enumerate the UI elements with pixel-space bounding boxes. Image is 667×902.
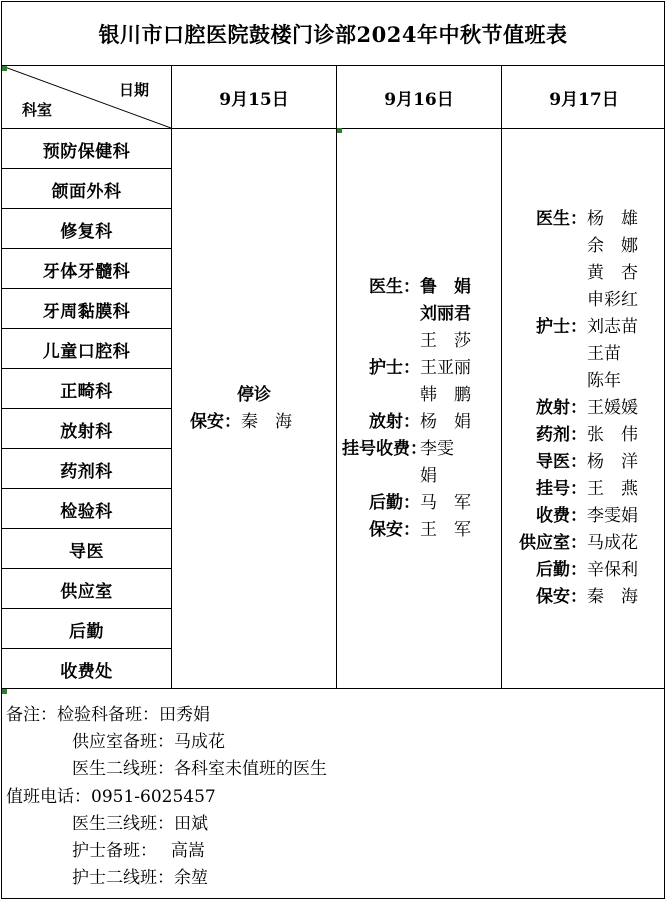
duty-line (342, 463, 437, 490)
duty-role-label: 收费： (536, 506, 587, 526)
day1-security-name: 秦 海 (241, 412, 292, 432)
schedule-table (2, 66, 664, 688)
duty-role-label: 保安： (536, 587, 587, 607)
duty-line (507, 476, 638, 503)
duty-staff-name: 刘志苗 (587, 317, 638, 337)
duty-staff-name: 刘丽君 (420, 304, 471, 324)
duty-line (507, 530, 638, 557)
duty-role-label: 后勤： (369, 493, 420, 513)
date-header-3: 9月17日 (549, 89, 619, 110)
department-cell: 药剂科 (60, 461, 113, 482)
duty-line (507, 557, 638, 584)
department-cell: 检验科 (60, 501, 113, 522)
department-cell: 后勤 (69, 621, 104, 642)
duty-line (342, 409, 471, 436)
duty-line (342, 274, 471, 301)
note-line: 供应室备班：马成花 (72, 732, 225, 752)
duty-staff-name: 马成花 (587, 533, 638, 553)
duty-role-label: 护士： (369, 358, 420, 378)
column-divider (336, 66, 337, 688)
note-line: 备注：检验科备班：田秀娟 (6, 705, 210, 725)
duty-staff-name: 王 军 (420, 520, 471, 540)
duty-line (342, 382, 471, 409)
duty-role-label: 后勤： (536, 560, 587, 580)
date-header-1: 9月15日 (219, 89, 289, 110)
notes-section (2, 688, 664, 900)
duty-role-label: 挂号： (536, 479, 587, 499)
cell-comment-marker (2, 66, 7, 71)
cell-comment-marker (337, 128, 342, 133)
corner-header-cell (2, 66, 171, 128)
column-divider (501, 66, 502, 688)
department-cell: 预防保健科 (42, 141, 131, 162)
duty-staff-name: 李雯 (420, 439, 454, 459)
corner-date-label: 日期 (118, 81, 149, 99)
duty-role-label: 药剂： (536, 425, 587, 445)
note-line: 医生三线班：田斌 (72, 814, 208, 834)
duty-staff-name: 韩 鹏 (420, 385, 471, 405)
note-line: 值班电话：0951-6025457 (6, 787, 216, 807)
day1-security-label: 保安： (190, 412, 241, 432)
duty-staff-name: 娟 (420, 466, 437, 486)
duty-line (507, 260, 638, 287)
duty-staff-name: 辛保利 (587, 560, 638, 580)
duty-line (342, 436, 454, 463)
duty-role-label: 护士： (536, 317, 587, 337)
duty-line (507, 503, 638, 530)
duty-line (507, 206, 638, 233)
duty-role-label: 挂号收费： (342, 439, 427, 459)
duty-staff-name: 秦 海 (587, 587, 638, 607)
duty-staff-name: 马 军 (420, 493, 471, 513)
duty-line (507, 233, 638, 260)
duty-role-label: 供应室： (519, 533, 587, 553)
duty-staff-name: 王 莎 (420, 331, 471, 351)
duty-staff-name: 王亚丽 (420, 358, 471, 378)
duty-line (507, 422, 638, 449)
note-line: 护士二线班：余堃 (72, 868, 208, 888)
date-header-2: 9月16日 (384, 89, 454, 110)
department-cell: 收费处 (60, 661, 113, 682)
note-line: 护士备班： 高嵩 (72, 841, 205, 861)
duty-line (342, 517, 471, 544)
duty-staff-name: 申彩红 (587, 290, 638, 310)
duty-staff-name: 王媛媛 (587, 398, 638, 418)
duty-line (507, 395, 638, 422)
duty-line (507, 314, 638, 341)
duty-line (507, 584, 638, 611)
duty-role-label: 导医： (536, 452, 587, 472)
department-cell: 牙周黏膜科 (42, 301, 131, 322)
duty-staff-name: 杨 娟 (420, 412, 471, 432)
page-title: 银川市口腔医院鼓楼门诊部2024年中秋节值班表 (2, 2, 664, 66)
day1-status: 停诊 (237, 385, 271, 405)
department-cell: 正畸科 (60, 381, 113, 402)
duty-role-label: 放射： (369, 412, 420, 432)
duty-role-label: 医生： (536, 209, 587, 229)
corner-dept-label: 科室 (22, 101, 53, 119)
duty-staff-name: 杨 雄 (587, 209, 638, 229)
duty-staff-name: 黄 杏 (587, 263, 638, 283)
duty-staff-name: 杨 洋 (587, 452, 638, 472)
duty-role-label: 医生： (369, 277, 420, 297)
column-divider (171, 66, 172, 688)
duty-line (507, 287, 638, 314)
duty-line (342, 328, 471, 355)
department-cell: 修复科 (60, 221, 113, 242)
duty-role-label: 保安： (369, 520, 420, 540)
duty-staff-name: 张 伟 (587, 425, 638, 445)
duty-staff-name: 鲁 娟 (420, 277, 471, 297)
duty-line (507, 341, 621, 368)
duty-line (342, 490, 471, 517)
duty-staff-name: 王苗 (587, 344, 621, 364)
department-cell: 牙体牙髓科 (42, 261, 131, 282)
cell-comment-marker (2, 689, 7, 694)
day1-security (190, 409, 292, 436)
department-cell: 儿童口腔科 (42, 341, 131, 362)
duty-line (342, 301, 471, 328)
department-cell: 导医 (69, 541, 104, 562)
department-cell: 供应室 (60, 581, 113, 602)
department-cell: 颌面外科 (51, 181, 122, 202)
duty-line (342, 355, 471, 382)
note-line: 医生二线班：各科室未值班的医生 (72, 759, 327, 779)
duty-role-label: 放射： (536, 398, 587, 418)
duty-schedule-sheet (1, 1, 665, 899)
department-cell: 放射科 (60, 421, 113, 442)
duty-staff-name: 陈年 (587, 371, 621, 391)
duty-line (507, 449, 638, 476)
duty-staff-name: 李雯娟 (587, 506, 638, 526)
duty-staff-name: 余 娜 (587, 236, 638, 256)
duty-staff-name: 王 燕 (587, 479, 638, 499)
duty-line (507, 368, 621, 395)
